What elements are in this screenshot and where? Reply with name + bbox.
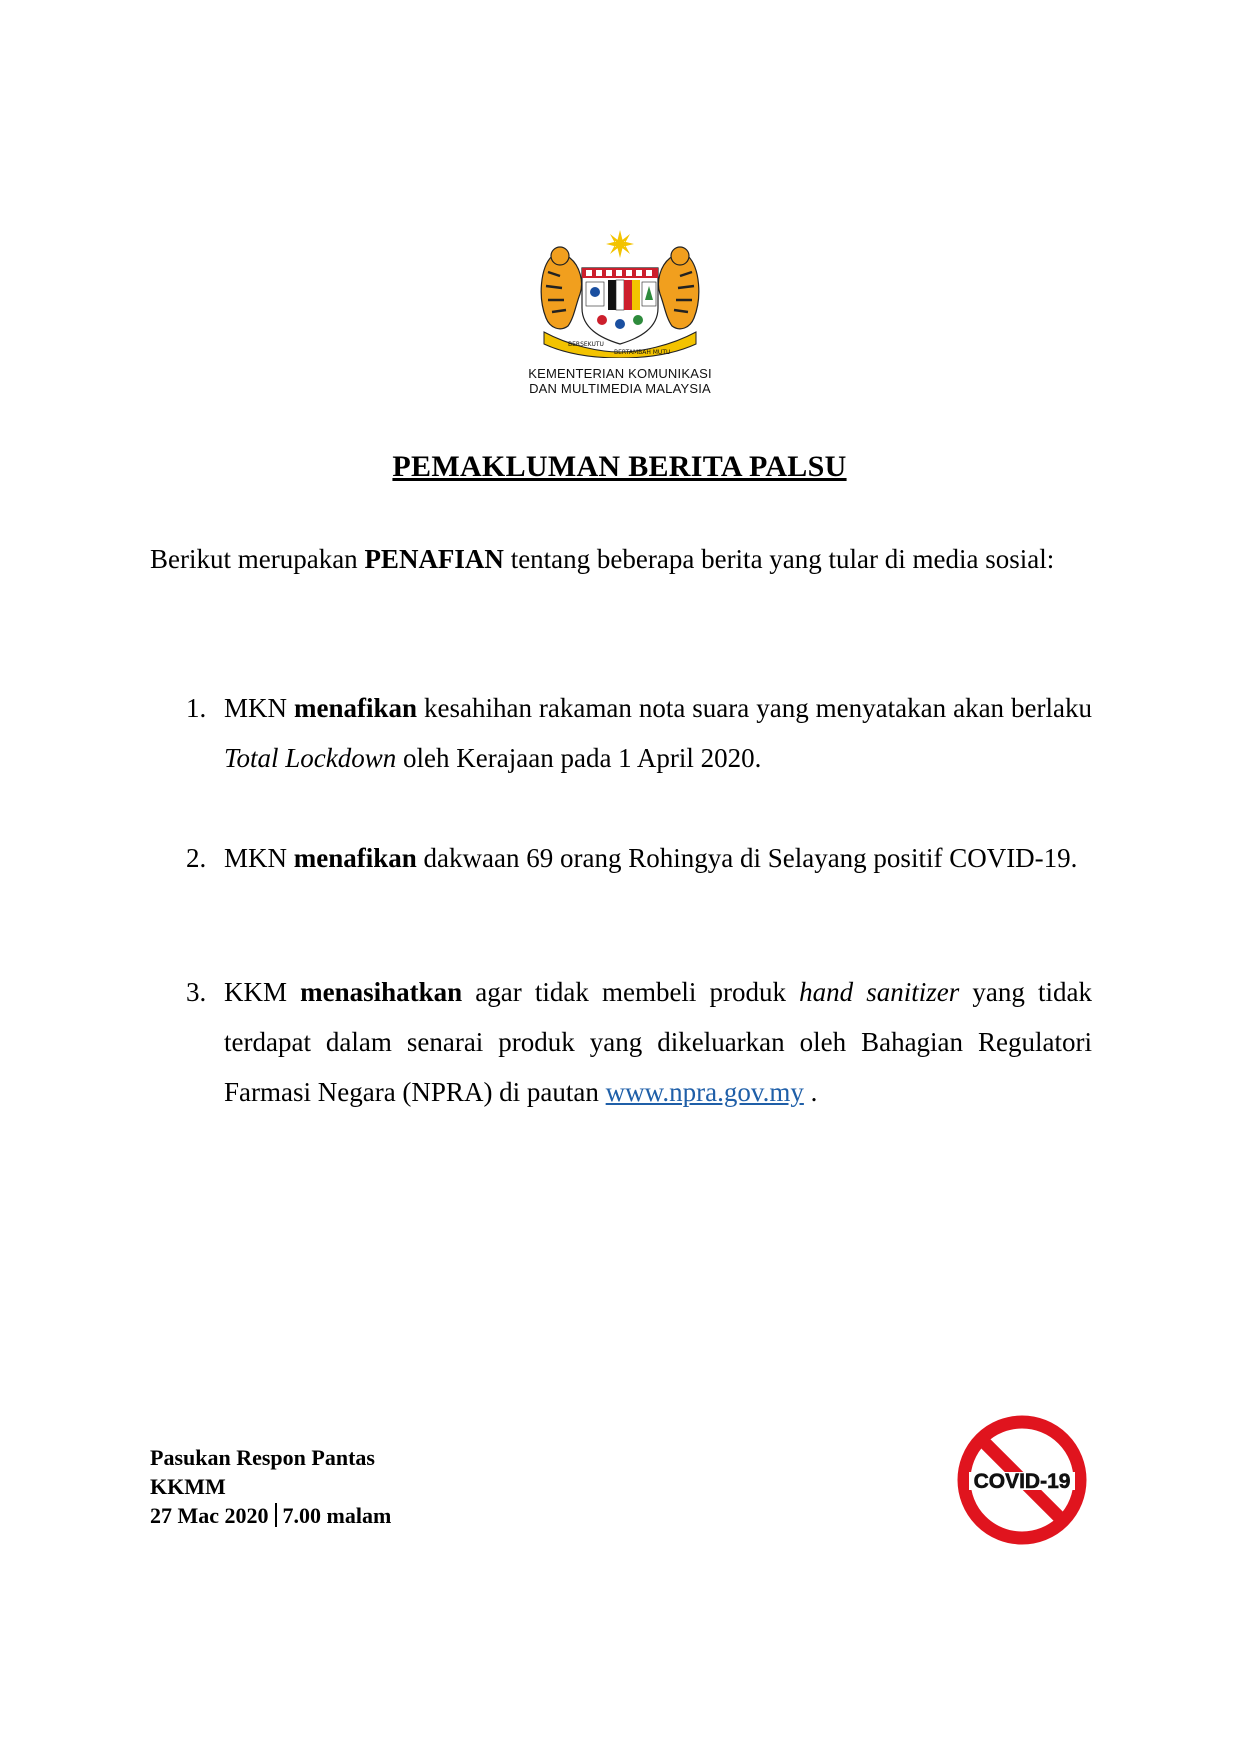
item-text-c: . xyxy=(803,1077,818,1107)
signature-date: 27 Mac 2020 xyxy=(150,1503,269,1528)
page-title: PEMAKLUMAN BERITA PALSU xyxy=(392,450,847,483)
ministry-line-2: DAN MULTIMEDIA MALAYSIA xyxy=(529,381,711,396)
signature-block xyxy=(150,1443,391,1530)
stamp-text: COVID-19 xyxy=(973,1470,1071,1493)
list-item-text xyxy=(224,833,1092,883)
no-covid-icon xyxy=(955,1413,1089,1547)
item-verb: menasihatkan xyxy=(300,977,463,1007)
signature-team: Pasukan Respon Pantas xyxy=(150,1445,375,1470)
list-item-number: 1. xyxy=(186,693,207,723)
intro-bold: PENAFIAN xyxy=(364,544,504,574)
npra-link[interactable]: www.npra.gov.my xyxy=(605,1077,804,1107)
item-text-a: kesahihan rakaman nota suara yang menyatakan akan berlaku xyxy=(417,693,1092,723)
motto-right: BERTAMBAH MUTU xyxy=(614,349,671,356)
list-item-number: 3. xyxy=(186,977,207,1007)
list-item-number: 2. xyxy=(186,843,207,873)
item-text-b: oleh Kerajaan pada 1 April 2020. xyxy=(396,743,762,773)
signature-datetime xyxy=(150,1501,391,1530)
item-text-a: dakwaan 69 orang Rohingya di Selayang positif COVID-19. xyxy=(416,843,1078,873)
item-subject: KKM xyxy=(224,977,301,1007)
item-subject: MKN xyxy=(224,693,294,723)
intro-after: tentang beberapa berita yang tular di media sosial: xyxy=(503,544,1055,574)
item-verb: menafikan xyxy=(293,843,417,873)
ministry-line-1: KEMENTERIAN KOMUNIKASI xyxy=(528,366,712,381)
shield xyxy=(582,268,658,344)
motto-left: BERSEKUTU xyxy=(568,341,604,348)
jata-negara-icon xyxy=(530,228,710,358)
list-item-text xyxy=(224,967,1092,1117)
item-italic: Total Lockdown xyxy=(224,743,397,773)
list-item-text xyxy=(224,683,1092,783)
right-tiger xyxy=(658,247,698,329)
item-text-b: yang tidak terdapat dalam senarai produk yang dikeluarkan oleh Bahagian Regulatori Farmasi Negara (NPRA) di pautan xyxy=(224,977,1092,1107)
intro-before: Berikut merupakan xyxy=(150,544,365,574)
ministry-name xyxy=(480,366,760,396)
separator xyxy=(275,1503,277,1527)
intro-paragraph xyxy=(150,534,1092,584)
left-tiger xyxy=(541,247,581,329)
item-italic: hand sanitizer xyxy=(799,977,960,1007)
signature-ministry: KKMM xyxy=(150,1474,226,1499)
item-verb: menafikan xyxy=(293,693,418,723)
item-text-a: agar tidak membeli produk xyxy=(462,977,800,1007)
signature-time: 7.00 malam xyxy=(282,1503,392,1528)
item-subject: MKN xyxy=(224,843,294,873)
